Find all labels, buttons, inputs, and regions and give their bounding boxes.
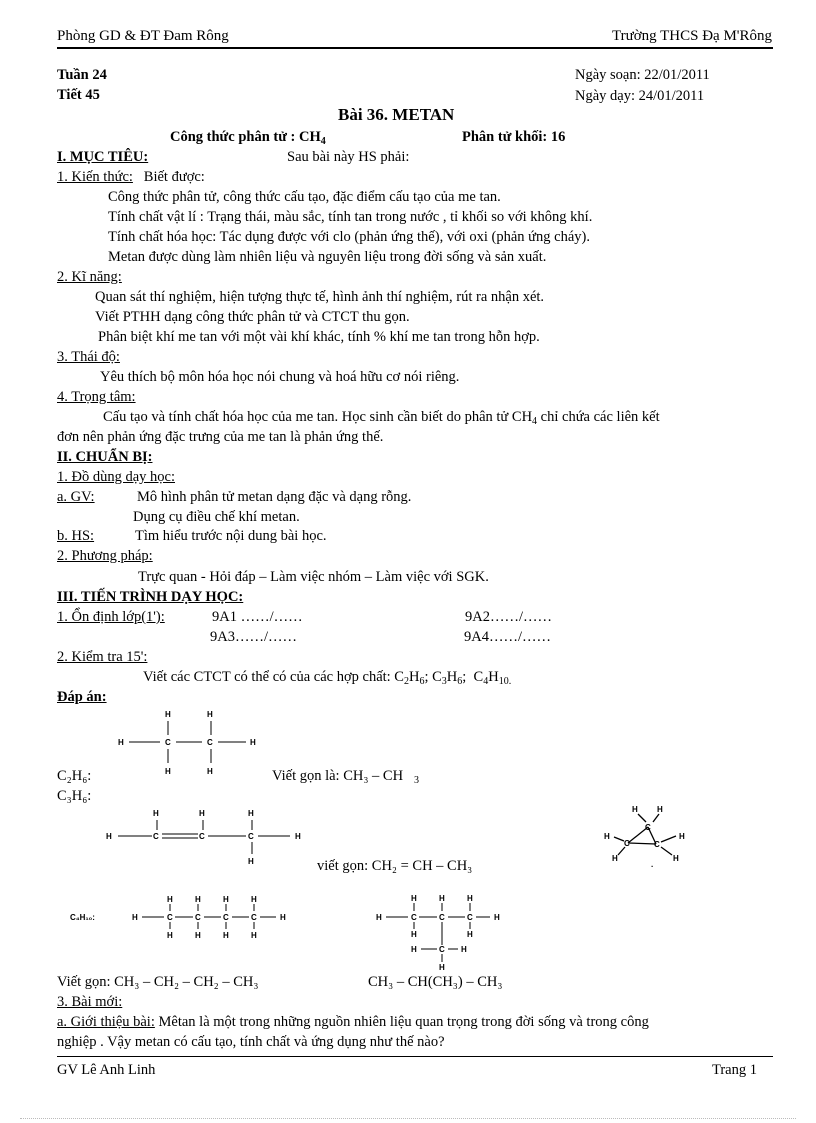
atom-c: C: [645, 823, 651, 832]
atom-h: H: [673, 854, 679, 863]
header-rule: [57, 47, 773, 49]
section-preparation-heading: II. CHUẨN BỊ:: [57, 449, 153, 465]
knowledge-item: Công thức phân tử, công thức cấu tạo, đặc điểm cấu tạo của me tan.: [108, 189, 501, 205]
teacher-item: Dụng cụ điều chế khí metan.: [133, 509, 300, 525]
lesson-title: Bài 36. METAN: [338, 105, 455, 124]
molecular-mass: Phân tử khối: 16: [462, 129, 566, 145]
n-butane-structure: [128, 892, 293, 944]
atom-c: C: [411, 913, 417, 922]
atom-h: H: [376, 913, 382, 922]
section-process-heading: III. TIẾN TRÌNH DẠY HỌC:: [57, 589, 244, 605]
atom-h: H: [251, 895, 257, 904]
isobutane-condensed: CH₃ – CH(CH₃) – CH₃: [368, 974, 503, 990]
week-label: Tuần 24: [57, 67, 107, 83]
footer-page-number: Trang 1: [712, 1062, 757, 1078]
knowledge-item: Tính chất vật lí : Trạng thái, màu sắc, tính tan trong nước , tỉ khối so với không khí.: [108, 209, 593, 225]
atom-h: H: [132, 913, 138, 922]
atom-c: C: [439, 945, 445, 954]
atom-h: H: [167, 931, 173, 940]
skills-heading: 2. Kĩ năng:: [57, 269, 122, 285]
propene-structure: [100, 806, 310, 868]
atom-h: H: [118, 738, 124, 747]
atom-h: H: [248, 857, 254, 866]
atom-h: H: [411, 930, 417, 939]
atom-h: H: [632, 805, 638, 814]
atom-h: H: [467, 894, 473, 903]
focus-text-line2: đơn nên phản ứng đặc trưng của me tan là phản ứng thế.: [57, 429, 384, 445]
lesson-intro-line1: a. Giới thiệu bài: Mêtan là một trong những nguồn nhiên liệu quan trọng trong đời sống và trong công: [57, 1014, 649, 1030]
objectives-intro: Sau bài này HS phải:: [287, 149, 410, 165]
atom-h: H: [411, 894, 417, 903]
period-label: Tiết 45: [57, 87, 100, 103]
new-lesson-heading: 3. Bài mới:: [57, 994, 123, 1010]
atom-h: H: [153, 809, 159, 818]
focus-heading: 4. Trọng tâm:: [57, 389, 136, 405]
butane-label: C₄H₁₀:: [70, 913, 95, 922]
class-attendance: 9A4……/……: [464, 629, 551, 645]
atom-h: H: [248, 809, 254, 818]
atom-c: C: [439, 913, 445, 922]
atom-h: H: [195, 895, 201, 904]
answer-heading: Đáp án:: [57, 689, 107, 705]
atom-c: C: [195, 913, 201, 922]
attitude-heading: 3. Thái độ:: [57, 349, 120, 365]
atom-h: H: [251, 931, 257, 940]
dot-mark: .: [651, 860, 654, 869]
atom-c: C: [167, 913, 173, 922]
atom-h: H: [207, 710, 213, 719]
teach-date: Ngày dạy: 24/01/2011: [575, 88, 705, 104]
knowledge-item: Metan được dùng làm nhiên liệu và nguyên liệu trong đời sống và sản xuất.: [108, 249, 547, 265]
atom-c: C: [624, 839, 630, 848]
ethane-condensed: Viết gọn là: CH₃ – CH $_3$: [272, 768, 419, 786]
atom-h: H: [106, 832, 112, 841]
molecular-formula: Công thức phân tử : $CH_4$: [170, 129, 326, 147]
knowledge-heading: 1. Kiến thức: Biết được:: [57, 169, 205, 185]
skill-item: Quan sát thí nghiệm, hiện tượng thực tế, hình ảnh thí nghiệm, rút ra nhận xét.: [95, 289, 545, 305]
atom-h: H: [223, 895, 229, 904]
class-order-heading: 1. Ổn định lớp(1'):: [57, 609, 165, 625]
teaching-tools-heading: 1. Đồ dùng dạy học:: [57, 469, 175, 485]
atom-c: C: [654, 840, 660, 849]
section-objectives-heading: I. MỤC TIÊU:: [57, 149, 149, 165]
propene-label: C₃H₆:: [57, 788, 92, 804]
atom-h: H: [207, 767, 213, 776]
atom-h: H: [494, 913, 500, 922]
class-attendance: 9A1 ……/……: [212, 609, 303, 625]
method-heading: 2. Phương pháp:: [57, 548, 153, 564]
atom-h: H: [439, 894, 445, 903]
atom-h: H: [165, 767, 171, 776]
atom-c: C: [207, 738, 213, 747]
atom-c: C: [165, 738, 171, 747]
atom-h: H: [280, 913, 286, 922]
knowledge-item: Tính chất hóa học: Tác dụng được với clo (phản ứng thế), với oxi (phản ứng cháy).: [108, 229, 590, 245]
cyclopropane-structure: [598, 800, 698, 875]
atom-h: H: [679, 832, 685, 841]
atom-h: H: [195, 931, 201, 940]
ethane-structure: [110, 705, 270, 780]
atom-h: H: [165, 710, 171, 719]
method-text: Trực quan - Hỏi đáp – Làm việc nhóm – Làm việc với SGK.: [138, 569, 489, 585]
check-heading: 2. Kiểm tra 15':: [57, 649, 148, 665]
footer-rule: [57, 1056, 773, 1057]
atom-h: H: [461, 945, 467, 954]
check-task: Viết các CTCT có thể có của các hợp chất: $C_2H_6$; $C_3H_6$; $C_4H_{10.}$: [143, 669, 512, 687]
ethane-label: C₂H₆:: [57, 768, 92, 784]
skill-item: Phân biệt khí me tan với một vài khí khác, tính % khí me tan trong hỗn hợp.: [98, 329, 540, 345]
prep-date: Ngày soạn: 22/01/2011: [575, 67, 710, 83]
atom-h: H: [250, 738, 256, 747]
header-school-name: Trường THCS Đạ M'Rông: [611, 28, 772, 44]
atom-c: C: [199, 832, 205, 841]
student-text: Tìm hiểu trước nội dung bài học.: [135, 528, 327, 544]
skill-item: Viết PTHH dạng công thức phân tử và CTCT thu gọn.: [95, 309, 410, 325]
lesson-intro-line2: nghiệp . Vậy metan có cấu tạo, tính chất và ứng dụng như thế nào?: [57, 1034, 445, 1050]
atom-h: H: [612, 854, 618, 863]
atom-c: C: [153, 832, 159, 841]
atom-h: H: [439, 963, 445, 972]
atom-h: H: [167, 895, 173, 904]
atom-c: C: [251, 913, 257, 922]
atom-h: H: [199, 809, 205, 818]
butane-condensed: Viết gọn: CH₃ – CH₂ – CH₂ – CH₃: [57, 974, 259, 990]
atom-c: C: [248, 832, 254, 841]
footer-teacher: GV Lê Anh Linh: [57, 1062, 156, 1078]
teacher-label: a. GV:: [57, 489, 95, 505]
atom-c: C: [223, 913, 229, 922]
class-attendance: 9A2……/……: [465, 609, 552, 625]
attitude-text: Yêu thích bộ môn hóa học nói chung và hoá hữu cơ nói riêng.: [100, 369, 460, 385]
student-label: b. HS:: [57, 528, 95, 544]
atom-c: C: [467, 913, 473, 922]
atom-h: H: [411, 945, 417, 954]
propene-condensed: viết gọn: CH₂ = CH – CH₃: [317, 858, 473, 874]
atom-h: H: [223, 931, 229, 940]
class-attendance: 9A3……/……: [210, 629, 297, 645]
header-school-dept: Phòng GD & ĐT Đam Rông: [57, 28, 229, 44]
atom-h: H: [295, 832, 301, 841]
page-edge: [20, 1118, 796, 1119]
isobutane-structure: [372, 890, 512, 972]
atom-h: H: [604, 832, 610, 841]
focus-text-line1: Cấu tạo và tính chất hóa học của me tan. Học sinh cần biết do phân tử $CH_4$ chỉ chứa các liên kết: [103, 409, 660, 427]
teacher-item: Mô hình phân tử metan dạng đặc và dạng rỗng.: [137, 489, 412, 505]
atom-h: H: [467, 930, 473, 939]
atom-h: H: [657, 805, 663, 814]
